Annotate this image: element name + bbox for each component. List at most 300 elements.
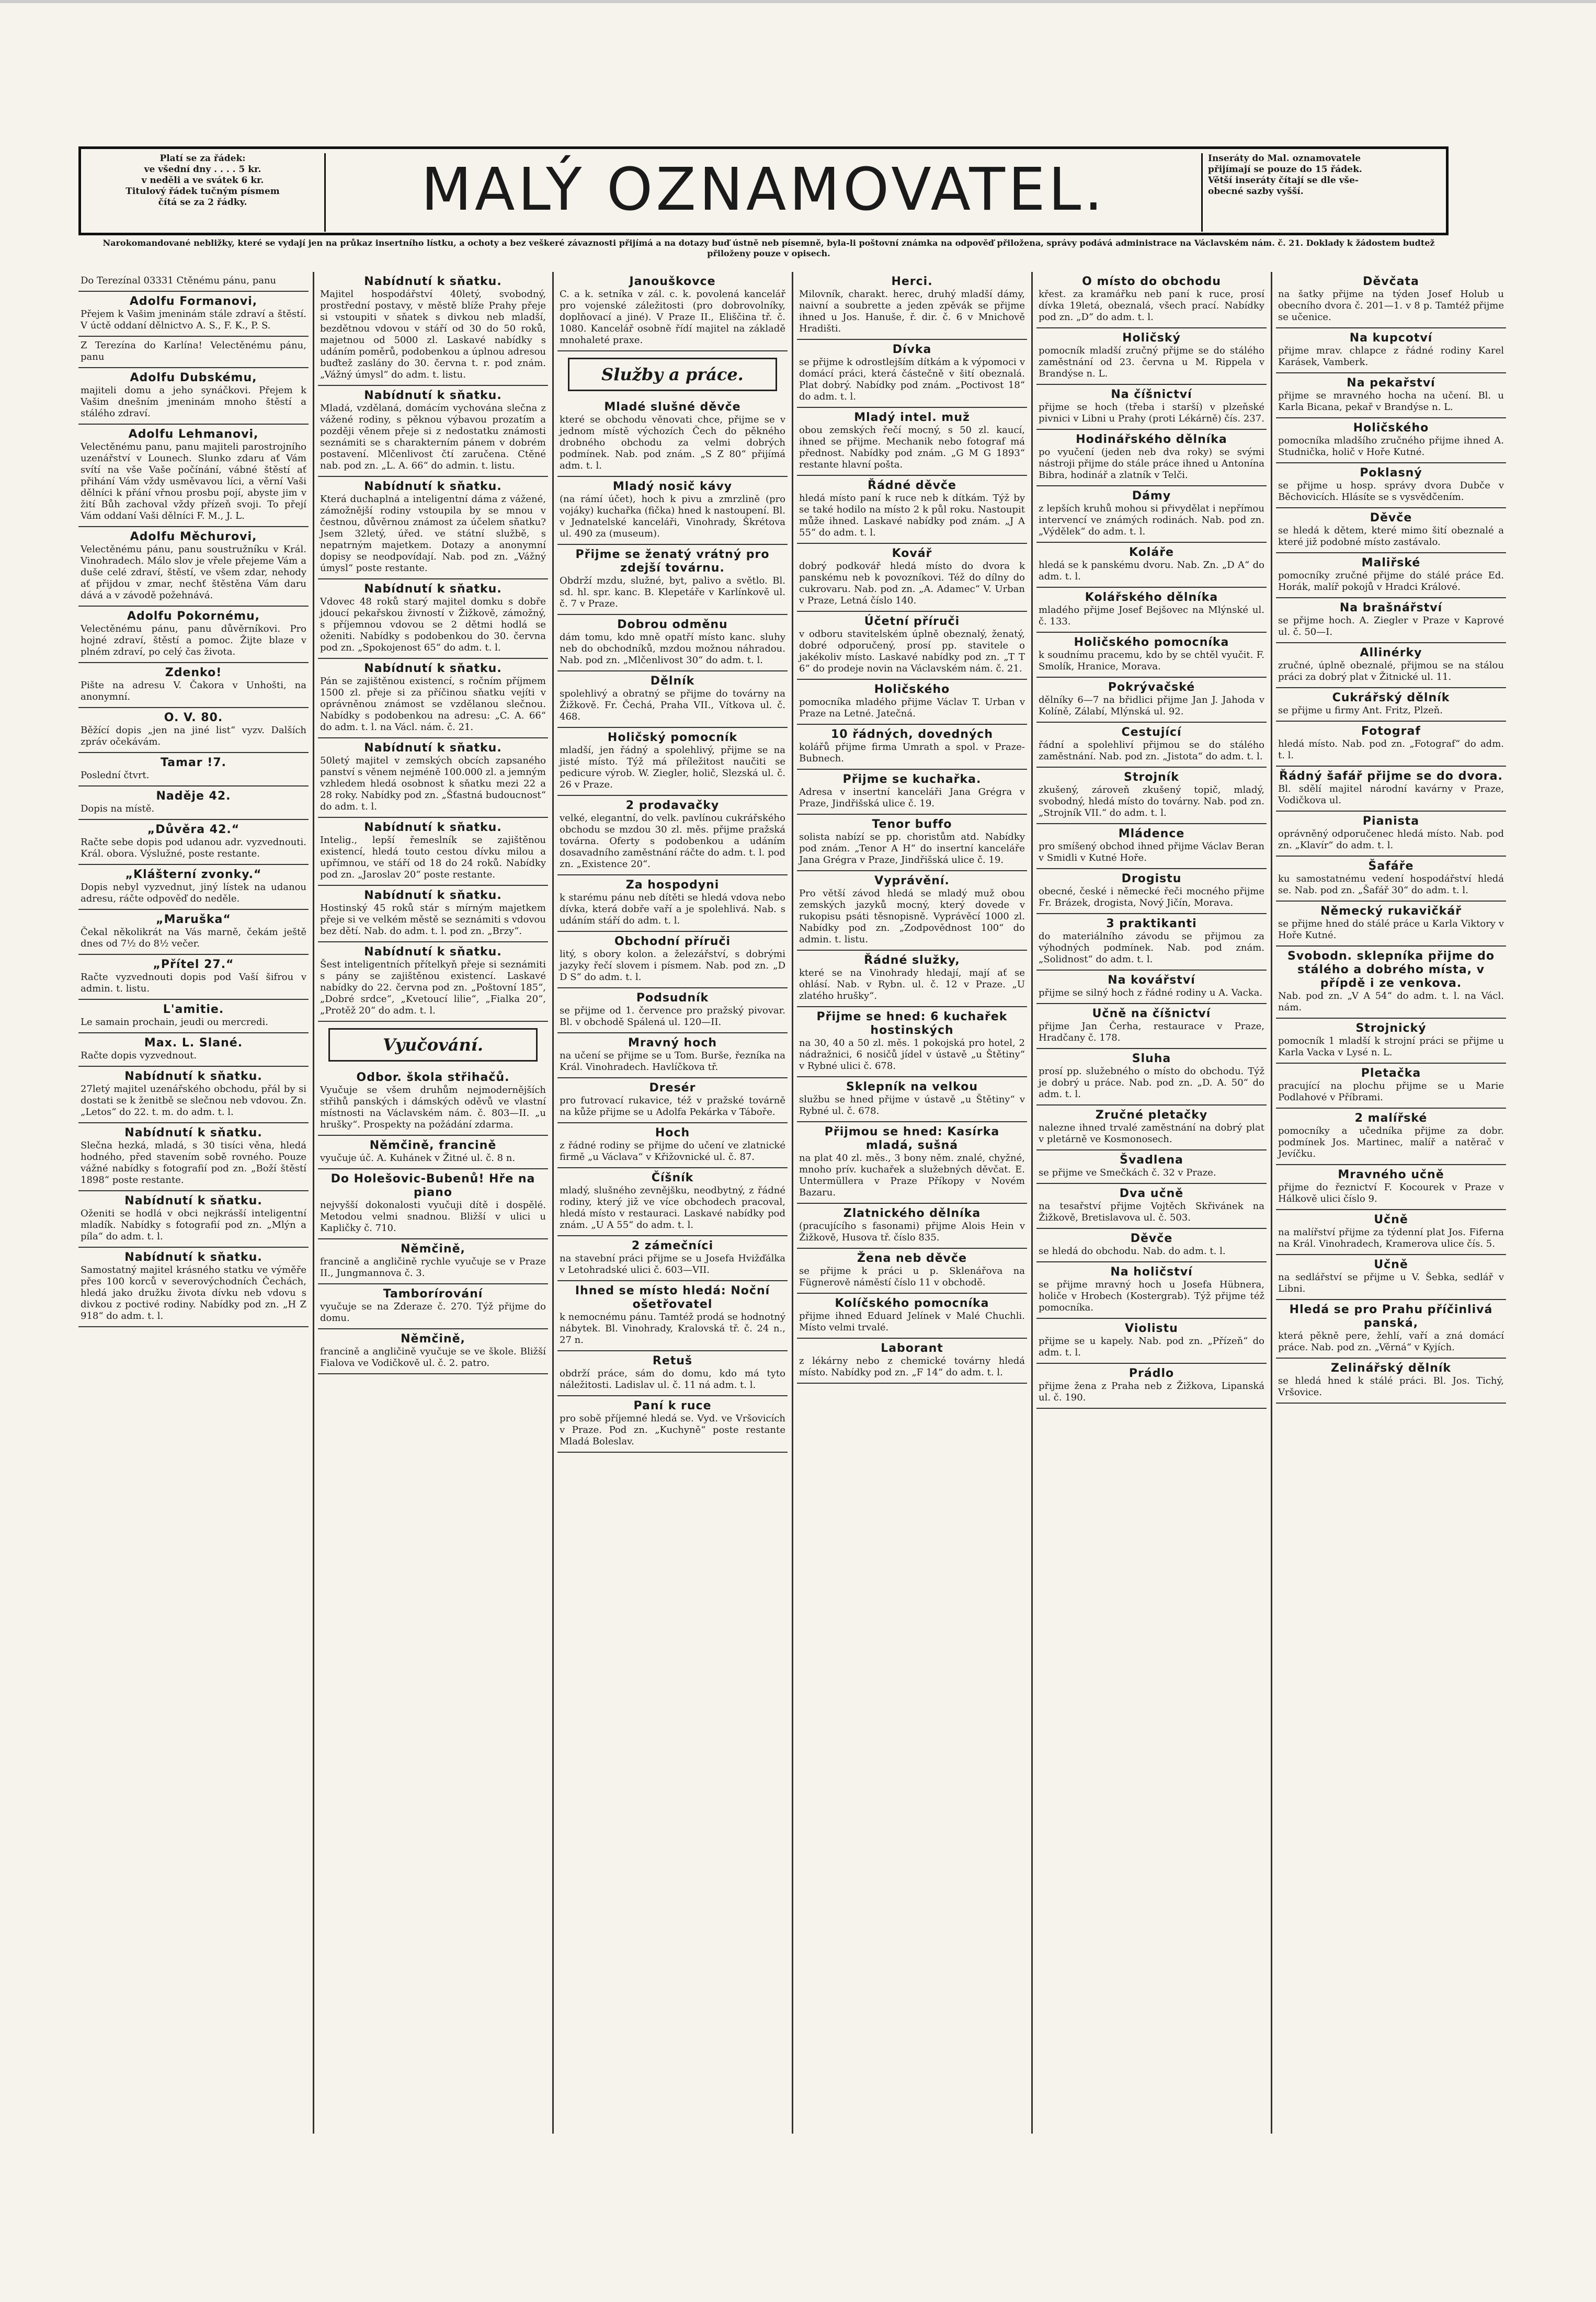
- ad-text: na sedlářství se přijme u V. Šebka, sedlář v Libni.: [1278, 1272, 1504, 1294]
- rate-box: [85, 153, 326, 232]
- classified-ad: [318, 1068, 548, 1136]
- ad-heading: Dámy: [1132, 489, 1171, 503]
- ad-heading: Nabídnutí k sňatku.: [364, 742, 502, 755]
- rule-line: Inseráty do Mal. oznamovatele: [1208, 153, 1361, 164]
- classified-ad: [1036, 1319, 1267, 1364]
- ad-heading: Adolfu Lehmanovi,: [128, 428, 259, 441]
- classified-ad: [318, 886, 548, 942]
- ad-heading: Děvče: [1130, 1232, 1173, 1245]
- ad-heading: Na pekařství: [1347, 377, 1435, 390]
- classified-ad: [318, 272, 548, 386]
- ad-columns: [78, 272, 1506, 2134]
- classified-ad: [78, 292, 309, 337]
- classified-ad: [797, 1007, 1027, 1077]
- ad-heading: Holičský pomocník: [607, 731, 738, 744]
- classified-ad: [557, 932, 788, 988]
- ad-text: solista nabízí se pp. choristům atd. Nabídky pod znám. „Tenor A H“ do insertní kanceláře Jana Grégra v Praze, Jindřišská ulice č. 19.: [799, 831, 1025, 865]
- ad-heading: Adolfu Formanovi,: [129, 295, 258, 308]
- rule-line: přijímají se pouze do 15 řádek.: [1208, 164, 1362, 175]
- ad-heading: Němčině,: [401, 1243, 465, 1256]
- classified-ad: [557, 1033, 788, 1078]
- ad-heading: Žena neb děvče: [857, 1252, 967, 1265]
- ad-heading: „Důvěra 42.“: [147, 823, 240, 836]
- ad-text: Velectěnému pánu, panu soustružníku v Král. Vinohradech. Málo slov je vřele přejeme Vám a duše celé zdraví, štěstí, ve všem zdar, nehody ať přijdou v zmar, nechť štěstěna Vám daru dává a v závodě požehnává.: [81, 544, 306, 601]
- classified-ad: [318, 579, 548, 659]
- classified-ad: [1276, 508, 1506, 553]
- ad-text: dělníky 6—7 na břidlici přijme Jan J. Jahoda v Kolíně, Zálabí, Mlýnská ul. 92.: [1039, 694, 1264, 717]
- ad-heading: Hodinářského dělníka: [1076, 433, 1227, 446]
- ad-heading: Nabídnutí k sňatku.: [364, 662, 502, 675]
- ad-text: zkušený, zároveň zkušený topič, mladý, svobodný, hledá místo do továrny. Nab. pod zn. „Strojník VII.“ do adm. t. l.: [1039, 784, 1264, 818]
- classified-ad: [1036, 1364, 1267, 1409]
- ad-text: Adresa v insertní kanceláři Jana Grégra v Praze, Jindřišská ulice č. 19.: [799, 787, 1025, 809]
- classified-ad: [318, 477, 548, 579]
- ad-heading: Nabídnutí k sňatku.: [124, 1251, 263, 1264]
- ad-heading: Děvče: [1370, 511, 1412, 525]
- ad-heading: Adolfu Pokornému,: [127, 610, 260, 623]
- ad-heading: Nabídnutí k sňatku.: [364, 275, 502, 288]
- rate-line: ve všední dny . . . . 5 kr.: [144, 164, 261, 175]
- ad-heading: Drogistu: [1121, 872, 1182, 885]
- classified-ad: [1036, 328, 1267, 385]
- ad-text: se přijme hned do stálé práce u Karla Viktory v Hoře Kutné.: [1278, 918, 1504, 941]
- classified-ad: [318, 659, 548, 738]
- ad-text: Která duchaplná a inteligentní dáma z vážené, zámožnější rodiny vstoupila by se mnou v čestnou, důvěrnou známost za účelem sňatku? Jsem 32letý, úřed. ve státní službě, s nepatrným majetkem. Dotazy a anonymní dopisy se neodpovídají. Nab. pod zn. „Vážný úmysl“ poste restante.: [320, 494, 546, 574]
- ad-heading: Pianista: [1362, 815, 1420, 828]
- classified-ad: [318, 1169, 548, 1239]
- ad-heading: Zlatnického dělníka: [843, 1207, 981, 1220]
- ad-text: Přejem k Vašim jmeninám stále zdraví a štěstí. V úctě oddaní dělnictvo A. S., F. K., P. S.: [81, 309, 306, 331]
- ad-text: Intelig., lepší řemeslník se zajištěnou existencí, hledá touto cestou dívku milou a upřímnou, ve stáří od 18 do 24 roků. Nabídky pod zn. „Jaroslav 20“ poste restante.: [320, 835, 546, 880]
- classified-ad: [1036, 633, 1267, 678]
- classified-ad: [1276, 1359, 1506, 1404]
- ad-text: pro smíšený obchod ihned přijme Václav Beran v Smidli v Kutné Hoře.: [1039, 841, 1264, 863]
- ad-heading: Odbor. škola střihačů.: [356, 1071, 510, 1084]
- ad-heading: 2 malířské: [1354, 1112, 1428, 1125]
- classified-ad: [78, 708, 309, 753]
- ad-text: hledá místo. Nab. pod zn. „Fotograf“ do adm. t. l.: [1278, 738, 1504, 761]
- ad-text: pomocníka mladého přijme Václav T. Urban v Praze na Letné. Jatečná.: [799, 697, 1025, 719]
- ad-heading: Na holičství: [1110, 1266, 1193, 1279]
- classified-ad: [1276, 1064, 1506, 1109]
- ad-heading: Na brašnářství: [1339, 601, 1443, 614]
- ad-text: dobrý podkovář hledá místo do dvora k panskému neb k povozníkovi. Též do dílny do cukrovaru. Nab. pod zn. „A. Adamec“ V. Urban v Praze, Letná číslo 140.: [799, 561, 1025, 606]
- ad-heading: Holičského: [874, 683, 950, 696]
- ad-heading: Nabídnutí k sňatku.: [124, 1194, 263, 1207]
- ad-text: pomocníky a učedníka přijme za dobr. podmínek Jos. Martinec, malíř a natěrač v Jevíčku.: [1278, 1125, 1504, 1159]
- ad-heading: Na kovářství: [1108, 974, 1195, 987]
- classified-ad: [78, 1123, 309, 1191]
- classified-ad: [1276, 1210, 1506, 1255]
- ad-text: se přijme od 1. července pro pražský pivovar. Bl. v obchodě Spálená ul. 120—II.: [560, 1005, 785, 1028]
- rate-line: v neděli a ve svátek 6 kr.: [141, 175, 264, 186]
- classified-ad: [78, 337, 309, 368]
- page-edge: [0, 0, 1596, 3]
- ad-heading: 2 prodavačky: [625, 799, 720, 812]
- ad-heading: Nabídnutí k sňatku.: [364, 389, 502, 402]
- classified-ad: [78, 1191, 309, 1248]
- ad-text: se hledá k dětem, které mimo šití obeznalé a které již podobné místo zastávalo.: [1278, 525, 1504, 548]
- classified-ad: [797, 725, 1027, 770]
- classified-ad: [318, 738, 548, 818]
- classified-ad: [1276, 767, 1506, 812]
- insert-rules-box: [1201, 153, 1442, 232]
- ad-text: nejvyšší dokonalosti vyučuji dítě i dospělé. Metodou velmi snadnou. Bližší v ulici u Kapličky č. 710.: [320, 1200, 546, 1234]
- classified-ad: [1276, 598, 1506, 643]
- ad-heading: Mladý intel. muž: [854, 411, 970, 424]
- ad-heading: Herci.: [891, 275, 933, 288]
- ad-text: prosí pp. služebného o místo do obchodu. Týž je dobrý u práce. Nab. pod zn. „D. A. 50“ do adm. t. l.: [1039, 1066, 1264, 1100]
- ad-heading: Do Holešovic-Bubenů! Hře na piano: [330, 1172, 535, 1199]
- classified-ad: [78, 527, 309, 607]
- classified-ad: [797, 770, 1027, 815]
- classified-ad: [557, 1351, 788, 1396]
- ad-text: pomocník mladší zručný přijme se do stálého zaměstnání od 23. června u M. Rippela v Brandýse n. L.: [1039, 345, 1264, 379]
- classified-ad: [1036, 1150, 1267, 1184]
- classified-ad: [1036, 971, 1267, 1004]
- ad-text: Pán se zajištěnou existencí, s ročním příjmem 1500 zl. přeje si za příčinou sňatku vejíti v oprávněnou známost se vzdělanou slečnou. Nabídky s podobenkou na adresu: „C. A. 66“ do adm. t. l. na Václ. nám. č. 21.: [320, 676, 546, 733]
- ad-text: Dopis na místě.: [81, 803, 155, 814]
- ad-heading: Fotograf: [1361, 725, 1421, 738]
- classified-ad: [797, 1204, 1027, 1249]
- ad-heading: Přijmou se hned: Kasírka mladá, sušná: [824, 1125, 1000, 1152]
- ad-text: na plat 40 zl. měs., 3 bony něm. znalé, chyžné, mnoho prív. kuchařek a služebných děvčat. E. Untermüllera v Praze Příkopy v Novém Bazaru.: [799, 1153, 1025, 1198]
- classified-ad: [1036, 914, 1267, 971]
- ad-heading: Přijme se ženatý vrátný pro zdejší továrnu.: [575, 548, 770, 575]
- ad-text: přijme se hoch (třeba i starší) v plzeňské pivnici v Libni u Prahy (proti Lékárně) čís. 237.: [1039, 402, 1264, 424]
- ad-heading: Učně: [1374, 1213, 1408, 1226]
- classified-ad: [1276, 812, 1506, 857]
- classified-ad: [797, 1077, 1027, 1122]
- classified-ad: [557, 1078, 788, 1123]
- classified-ad: [797, 1249, 1027, 1294]
- classified-ad: [557, 988, 788, 1033]
- classified-ad: [78, 865, 309, 910]
- ad-heading: O místo do obchodu: [1082, 275, 1221, 288]
- ad-text: zručné, úplně obeznalé, přijmou se na stálou práci za dobrý plat v Žitnické ul. 11.: [1278, 660, 1504, 682]
- ad-text: hledá se k panskému dvoru. Nab. Zn. „D A“ do adm. t. l.: [1039, 560, 1264, 582]
- ad-text: obou zemských řečí mocný, s 50 zl. kaucí, ihned se přijme. Mechanik nebo fotograf má přednost. Nabídky pod znám. „G M G 1893“ restante hlavní pošta.: [799, 425, 1025, 470]
- classified-ad: [557, 1168, 788, 1236]
- ad-text: Majitel hospodářství 40letý, svobodný, prostřední postavy, v městě blíže Prahy přeje si vstoupiti v sňatek s divkou neb mladší, bezdětnou vdovou v stáří od 30 do 50 roků, majetnou od 5000 zl. Laskavé nabídky s udáním poměrů, podobenkou a úplnou adresou buďtež zaslány do 30. června t. r. pod znám. „Vážný úmysl“ do adm. t. listu.: [320, 289, 546, 380]
- ad-heading: Kolíčského pomocníka: [835, 1297, 989, 1310]
- classified-ad: [1036, 543, 1267, 588]
- classified-ad: [557, 272, 788, 351]
- notice-line: Narokomandované nebližky, které se vydají jen na průkaz insertního lístku, a ochoty a bez veškeré závaznosti přijímá a na dotazy buď ústně neb písemně, byla-li poštovní známka na odpověď přiložena, správy podává administrace na Václavském nám. č. 21. Doklady k žádostem budtež přiloženy pouze v opisech.: [102, 238, 1435, 258]
- rate-line: čítá se za 2 řádky.: [158, 197, 247, 208]
- classified-ad: [1036, 1004, 1267, 1049]
- ad-text: Le samain prochain, jeudi ou mercredi.: [81, 1017, 268, 1028]
- classified-ad: [557, 728, 788, 796]
- ad-text: přijme se silný hoch z řádné rodiny u A. Vacka.: [1039, 987, 1263, 998]
- classified-ad: [1276, 947, 1506, 1019]
- ad-text: k nemocnému pánu. Tamtéž prodá se hodnotný nábytek. Bl. Vinohrady, Kralovská tř. č. 24 n., 27 n.: [560, 1312, 785, 1346]
- ad-heading: Dresér: [649, 1081, 696, 1095]
- classified-ad: [78, 910, 309, 955]
- ad-heading: Mladé slušné děvče: [604, 401, 741, 414]
- ad-heading: Maliřské: [1361, 556, 1421, 569]
- classified-ad: [1036, 1229, 1267, 1262]
- classified-ad: [1276, 857, 1506, 902]
- ad-text: kolářů přijme firma Umrath a spol. v Praze-Bubnech.: [799, 742, 1025, 764]
- ad-heading: Zdenko!: [165, 666, 222, 679]
- classified-ad: [1276, 1019, 1506, 1064]
- ad-heading: Dva učně: [1119, 1187, 1184, 1200]
- ad-heading: Hledá se pro Prahu příčinlivá panská,: [1289, 1303, 1493, 1330]
- ad-heading: Vyprávění.: [874, 874, 950, 887]
- ad-text: přijme ihned Eduard Jelínek v Malé Chuchli. Místo velmi trvalé.: [799, 1310, 1025, 1333]
- ad-heading: Adolfu Dubskému,: [130, 371, 257, 384]
- ad-text: se hledá hned k stálé práci. Bl. Jos. Tichý, Vršovice.: [1278, 1375, 1504, 1398]
- classified-ad: [1276, 463, 1506, 508]
- ad-heading: Prádlo: [1128, 1367, 1175, 1380]
- classified-ad: [557, 796, 788, 875]
- classified-ad: [557, 1396, 788, 1453]
- ad-text: francině a angličině vyučuje se ve škole. Bližší Fialova ve Vodičkově ul. č. 2. patro.: [320, 1346, 546, 1369]
- ad-text: křest. za kramářku neb paní k ruce, prosí dívka 19letá, obeznalá, všech prací. Nabídky pod zn. „D“ do adm. t. l.: [1039, 289, 1264, 323]
- ad-heading: Na kupcotví: [1349, 332, 1433, 345]
- ad-heading: „Maruška“: [156, 913, 231, 926]
- ad-text: přijme žena z Praha neb z Žižkova, Lipanská ul. č. 190.: [1039, 1381, 1264, 1403]
- classified-ad: [78, 425, 309, 527]
- ad-text: pomocník 1 mladší k strojní práci se přijme u Karla Vacka v Lysé n. L.: [1278, 1035, 1504, 1058]
- ad-text: se přijme u hosp. správy dvora Dubče v Běchovicích. Hlásíte se s vysvědčením.: [1278, 480, 1504, 503]
- ad-text: která pěkně pere, žehlí, vaří a zná domácí práce. Nab. pod zn. „Věrná“ v Kyjích.: [1278, 1330, 1504, 1353]
- ad-heading: Tamborírování: [383, 1287, 483, 1301]
- ad-text: Vyučuje se všem druhům nejmodernějších střihů panských i dámských oděvů ve vlastní místnosti na Václavském nám. č. 803—II. „u hrušky“. Prospekty na požádání zdarma.: [320, 1085, 546, 1130]
- ad-heading: Laborant: [881, 1342, 943, 1355]
- classified-ad: [318, 1239, 548, 1284]
- classified-ad: [78, 1000, 309, 1033]
- ad-text: Dopis nebyl vyzvednut, jiný lístek na udanou adresu, ráčte odpověď do neděle.: [81, 882, 306, 904]
- ad-text: které se obchodu věnovati chce, přijme se v jednom místě výchozích Čech do pěkného drobného obchodu za velmi dobrých podmínek. Nab. pod znám. „S Z 80“ přijímá adm. t. l.: [560, 414, 785, 471]
- ad-heading: Mravného učně: [1338, 1168, 1444, 1181]
- classified-ad: [78, 1033, 309, 1067]
- ad-heading: Nabídnutí k sňatku.: [364, 889, 502, 902]
- ad-text: pomocníka mladšího zručného přijme ihned A. Studnička, holič v Hoře Kutné.: [1278, 435, 1504, 458]
- ad-heading: Adolfu Měchurovi,: [130, 530, 257, 543]
- classified-ad: [557, 1281, 788, 1351]
- classified-ad: [1276, 418, 1506, 463]
- ad-heading: Němčině,: [401, 1332, 465, 1346]
- rate-line: Titulový řádek tučným písmem: [126, 186, 280, 197]
- ad-text: Velectěnému pánu, panu důvěrníkovi. Pro hojné zdraví, štěstí a pomoc. Žijte blaze v plném zdraví, po celý čas života.: [81, 623, 306, 657]
- ad-heading: Přijme se kuchařka.: [842, 773, 982, 786]
- ad-column: [1276, 272, 1506, 2134]
- ad-heading: Cukrářský dělník: [1332, 691, 1450, 704]
- ad-heading: Za hospodyni: [625, 879, 720, 892]
- classified-ad: [1036, 1184, 1267, 1229]
- ad-heading: Max. L. Slané.: [144, 1036, 243, 1050]
- classified-ad: [557, 397, 788, 477]
- ad-heading: Naděje 42.: [156, 790, 231, 803]
- rate-line: Platí se za řádek:: [159, 153, 246, 164]
- ad-heading: Nabídnutí k sňatku.: [364, 583, 502, 596]
- ad-text: z lékárny nebo z chemické továrny hledá místo. Nabídky pod zn. „F 14“ do adm. t. l.: [799, 1355, 1025, 1378]
- ad-text: se přijme ve Smečkách č. 32 v Praze.: [1039, 1167, 1216, 1178]
- ad-text: Oženiti se hodlá v obci nejkrásší inteligentní mladík. Nabídky s fotografií pod zn. „Mlýn a píla“ do adm. t. l.: [81, 1208, 306, 1242]
- ad-heading: Řádné děvče: [868, 479, 956, 492]
- ad-text: Běžící dopis „jen na jiné list“ vyzv. Dalších zpráv očekávám.: [81, 725, 306, 747]
- classified-ad: [1036, 588, 1267, 633]
- ad-heading: Sluha: [1132, 1052, 1171, 1065]
- ad-heading: Nabídnutí k sňatku.: [124, 1070, 263, 1083]
- classified-ad: [797, 476, 1027, 544]
- ad-heading: Kolářského dělníka: [1085, 591, 1218, 604]
- classified-ad: [78, 1067, 309, 1123]
- classified-ad: [1036, 385, 1267, 430]
- ad-heading: Nabídnutí k sňatku.: [364, 821, 502, 834]
- classified-ad: [1276, 1300, 1506, 1359]
- ad-text: v odboru stavitelském úplně obeznalý, ženatý, dobré odporučený, prosí pp. stavitele o jakékoliv místo. Laskavé nabídky pod zn. „T T 6“ do prodeje novin na Václavském nám. č. 21.: [799, 629, 1025, 674]
- ad-heading: Dělník: [650, 675, 695, 688]
- ad-text: Slečna hezká, mladá, s 30 tisíci věna, hledá hodného, před stavením sobě rovného. Pouze vážné nabídky s fotografií pod zn. „Boží štěstí 1898“ poste restante.: [81, 1140, 306, 1186]
- ad-text: na stavební práci přijme se u Josefa Hvižďálka v Letohradské ulici č. 603—VII.: [560, 1253, 785, 1275]
- classified-ad: [318, 818, 548, 886]
- ad-text: Velectěnému panu, panu majiteli parostrojního uzenářství v Lounech. Slunko zdaru ať Vám svítí na vše Vaše počínání, vábné štěstí ať přihání Vám vždy usměvavou líci, a věrní Vaši dělníci k přání vřnou prosbu pojí, abyste jim v žití Bůh zachoval vždy přízeň svoji. To přejí Vám oddaní Vaši dělníci F. M., J. L.: [81, 441, 306, 521]
- ad-heading: 3 praktikanti: [1106, 917, 1197, 930]
- ad-heading: Tenor buffo: [872, 818, 952, 831]
- ad-heading: Nabídnutí k sňatku.: [364, 480, 502, 493]
- ad-text: velké, elegantní, do velk. pavlínou cukrářského obchodu se mzdou 30 zl. měs. přijme pražská továrna. Oferty s podobenkou a udáním dosavadního zaměstnání ráčte do adm. t. l. pod zn. „Existence 20“.: [560, 813, 785, 870]
- ad-column: [1036, 272, 1267, 2134]
- ad-heading: Tamar !7.: [161, 756, 226, 769]
- ad-text: vyučuje úč. A. Kuhánek v Žitné ul. č. 8 n.: [320, 1153, 516, 1164]
- ad-text: dám tomu, kdo mně opatří místo kanc. sluhy neb do obchodníků, mzdou možnou náhradou. Nab. pod zn. „Mlčenlivost 30“ do adm. t. l.: [560, 632, 785, 666]
- ad-text: z lepších kruhů mohou si přivydělat i nepřímou intervencí ve známých rodinách. Nab. pod zn. „Výdělek“ do adm. t. l.: [1039, 503, 1264, 537]
- page-title: MALÝ OZNAMOVATEL.: [421, 156, 1106, 224]
- ad-heading: Allinérky: [1360, 646, 1422, 659]
- ad-column: [78, 272, 309, 2134]
- ad-text: pomocníky zručné přijme do stálé práce Ed. Horák, malíř pokojů v Hradci Králové.: [1278, 570, 1504, 592]
- ad-text: na malířství přijme za týdenní plat Jos. Fiferna na Král. Vinohradech, Kramerova ulice čís. 5.: [1278, 1227, 1504, 1249]
- ad-text: k soudnímu pracemu, kdo by se chtěl vyučit. F. Smolík, Hranice, Morava.: [1039, 649, 1264, 672]
- ad-heading: Pokrývačské: [1108, 681, 1195, 694]
- ad-heading: Holičského pomocníka: [1074, 636, 1229, 649]
- ad-text: na učení se přijme se u Tom. Burše, řezníka na Král. Vinohradech. Havlíčkova tř.: [560, 1050, 785, 1073]
- ad-heading: Paní k ruce: [633, 1399, 712, 1412]
- ad-text: službu se hned přijme v ústavě „u Štětiny“ v Rybné ul. č. 678.: [799, 1094, 1025, 1116]
- ad-text: Pro větší závod hledá se mladý muž obou zemských jazyků mocný, který dovede v rukopisu psáti těsnopisně. Vyprávěcí 1000 zl. Nabídky pod zn. „Zodpovědnost 100“ do admin. t. listu.: [799, 888, 1025, 945]
- ad-column: [557, 272, 788, 2134]
- ad-heading: Na číšnictví: [1111, 388, 1192, 401]
- ad-heading: Němčině, francině: [369, 1139, 497, 1152]
- ad-text: se hledá do obchodu. Nab. do adm. t. l.: [1039, 1246, 1226, 1257]
- ad-heading: Retuš: [652, 1354, 693, 1367]
- column-rule: [792, 272, 793, 2134]
- ad-text: Hostinský 45 roků stár s mírným majetkem přeje si ve velkém městě se seznámiti s vdovou bez dětí. Nab. do adm. t. l. pod zn. „Brzy“.: [320, 903, 546, 937]
- ad-text: (na rámí účet), hoch k pivu a zmrzlině (pro vojáky) kuchařka (fička) hned k nastoupení. Bl. v Jednatelské kanceláři, Vinohrady, Škrétova ul. 490 za (museum).: [560, 494, 785, 539]
- classified-ad: [78, 607, 309, 663]
- ad-text: se přijme hoch. A. Ziegler v Praze v Kaprové ul. č. 50—I.: [1278, 615, 1504, 637]
- ad-text: spolehlivý a obratný se přijme do továrny na Žižkově. Fr. Čechá, Praha VII., Vítkova ul. č. 468.: [560, 688, 785, 722]
- ad-text: 50letý majitel v zemských obcích zapsaného panství s věnem nejméně 100.000 zl. a jemným vzhledem hledá osobnost k sňatku mezi 22 a 28 roky. Nabídky pod zn. „Šťastná budoucnost“ do adm. t. l.: [320, 755, 546, 812]
- classified-ad: [1036, 1106, 1267, 1150]
- classified-ad: [78, 753, 309, 787]
- ad-text: Poslední čtvrt.: [81, 770, 150, 781]
- ad-heading: Učně na číšnictví: [1092, 1007, 1211, 1020]
- ad-text: Milovník, charakt. herec, druhý mladší dámy, naivní a soubrette a jeden zpěvák se přijme ihned u Jos. Hanuše, ř. dir. č. 6 v Mnichově Hradišti.: [799, 289, 1025, 334]
- classified-ad: [318, 386, 548, 477]
- classified-ad: [557, 615, 788, 671]
- ad-text: přijme mrav. chlapce z řádné rodiny Karel Karásek, Vamberk.: [1278, 345, 1504, 368]
- classified-ad: [78, 820, 309, 865]
- ad-heading: Řádný šafář přijme se do dvora.: [1279, 770, 1503, 783]
- classified-ad: [78, 368, 309, 425]
- ad-text: Samostatný majitel krásného statku ve výměře přes 100 korců v severovýchodních Čechách, hledá jako družku života dívku neb vdovu s divkou z poctivé rodiny. Nabídky pod zn. „H Z 918“ do adm. t. l.: [81, 1264, 306, 1321]
- classified-ad: [78, 787, 309, 820]
- classified-ad: [318, 942, 548, 1022]
- rule-line: Větší inseráty čítají se dle vše-: [1208, 175, 1359, 186]
- ad-heading: Dobrou odměnu: [617, 618, 728, 631]
- ad-text: mladého přijme Josef Bejšovec na Mlýnské ul. č. 133.: [1039, 605, 1264, 627]
- ad-heading: Mravný hoch: [628, 1036, 717, 1050]
- classified-ad: [1036, 824, 1267, 869]
- masthead: [78, 146, 1449, 235]
- ad-heading: Strojnický: [1355, 1022, 1427, 1035]
- ad-text: se přijme u firmy Ant. Fritz, Plzeň.: [1278, 705, 1443, 716]
- ad-text: pracující na plochu přijme se u Marie Podlahové v Příbrami.: [1278, 1080, 1504, 1103]
- ad-text: francině a angličině rychle vyučuje se v Praze II., Jungmannova č. 3.: [320, 1256, 546, 1279]
- column-rule: [552, 272, 554, 2134]
- ad-heading: Šafáře: [1368, 860, 1414, 873]
- ad-text: k starému pánu neb dítěti se hledá vdova nebo dívka, která dobře vaří a je spolehlivá. Nab. s udáním stáří do adm. t. l.: [560, 892, 785, 926]
- ad-text: do materiálního závodu se přijmou za výhodných podmínek. Nab. pod znám. „Solidnost“ do adm. t. l.: [1039, 931, 1264, 965]
- ad-heading: Zručné pletačky: [1095, 1109, 1208, 1122]
- column-rule: [313, 272, 314, 2134]
- ad-text: přijme se mravného hocha na učení. Bl. u Karla Bicana, pekař v Brandýse n. L.: [1278, 390, 1504, 413]
- ad-heading: Janouškovce: [629, 275, 716, 288]
- ad-heading: Cestující: [1121, 726, 1182, 739]
- ad-heading: O. V. 80.: [164, 711, 223, 724]
- classified-ad: [797, 951, 1027, 1007]
- ad-text: pro sobě příjemné hledá se. Vyd. ve Vršovicích v Praze. Pod zn. „Kuchyně“ poste restante Mladá Boleslav.: [560, 1413, 785, 1447]
- ad-heading: L'amitie.: [163, 1003, 224, 1016]
- ad-text: Račte vyzvednouti dopis pod Vaší šifrou v admin. t. listu.: [81, 972, 306, 994]
- classified-ad: [1036, 678, 1267, 723]
- ad-text: mladší, jen řádný a spolehlivý, přijme se na jisté místo. Týž má příležitost naučiti se pedicure výrob. W. Ziegler, holič, Slezská ul. č. 26 v Praze.: [560, 745, 785, 790]
- ad-heading: Nabídnutí k sňatku.: [364, 945, 502, 959]
- classified-ad: [1036, 430, 1267, 486]
- ad-heading: Poklasný: [1360, 466, 1422, 480]
- ad-text: se přijme k práci u p. Sklenářova na Fügnerově náměstí číslo 11 v obchodě.: [799, 1266, 1025, 1288]
- ad-text: Šest inteligentních přítelkyň přeje si seznámiti s pány se zajištěnou existencí. Laskavé nabídky do 22. června pod zn. „Poštovní 185“, „Dobré srdce“, „Kvetoucí lilie“, „Fialka 20“, „Protěž 20“ do adm. t. l.: [320, 959, 546, 1016]
- classified-ad: [557, 545, 788, 615]
- ad-text: (pracujícího s fasonami) přijme Alois Hein v Žižkově, Husova tř. číslo 835.: [799, 1221, 1025, 1243]
- ad-text: po vyučení (jeden neb dva roky) se svými nástroji přijme do stále práce ihned u Antonína Bibra, hodinář a zlatník v Telči.: [1039, 447, 1264, 481]
- ad-heading: Sklepník na velkou: [846, 1080, 978, 1093]
- column-rule: [1271, 272, 1272, 2134]
- ad-heading: 2 zámečníci: [631, 1239, 714, 1252]
- classified-ad: [1276, 1109, 1506, 1165]
- classified-ad: [797, 340, 1027, 408]
- ad-heading: Přijme se hned: 6 kuchařek hostinských: [816, 1010, 1008, 1037]
- ad-text: Čekal několikrát na Vás marně, čekám ještě dnes od 7½ do 8½ večer.: [81, 927, 306, 949]
- classified-ad: [1036, 1262, 1267, 1319]
- classified-ad: [797, 612, 1027, 680]
- ad-heading: Hoch: [655, 1126, 690, 1139]
- ad-text: na tesařství přijme Vojtěch Skřivánek na Žižkově, Bretislavova ul. č. 503.: [1039, 1201, 1264, 1223]
- ad-text: hledá místo paní k ruce neb k dítkám. Týž by se také hodilo na místo 2 k půl roku. Nastoupit může ihned. Laskavé nabídky pod znám. „J A 55“ do adm. t. l.: [799, 493, 1025, 538]
- classified-ad: [557, 1236, 788, 1281]
- ad-text: pro futrovací rukavice, též v pražské továrně na kůže přijme se u Adolfa Pekárka v Táboře.: [560, 1095, 785, 1118]
- classified-ad: [797, 680, 1027, 725]
- ad-text: Vdovec 48 roků starý majitel domku s dobře jdoucí pekařskou živností v Žižkově, zámožný, s příjemnou vdovou se 2 dětmi hodlá se oženiti. Nabídky s podobenkou do 30. června pod zn. „Spokojenost 65“ do adm. t. l.: [320, 596, 546, 653]
- ad-heading: Koláře: [1129, 546, 1174, 559]
- classified-ad: [78, 663, 309, 708]
- ad-heading: Ihned se místo hledá: Noční ošetřovatel: [575, 1284, 770, 1311]
- classified-ad: [1276, 1165, 1506, 1210]
